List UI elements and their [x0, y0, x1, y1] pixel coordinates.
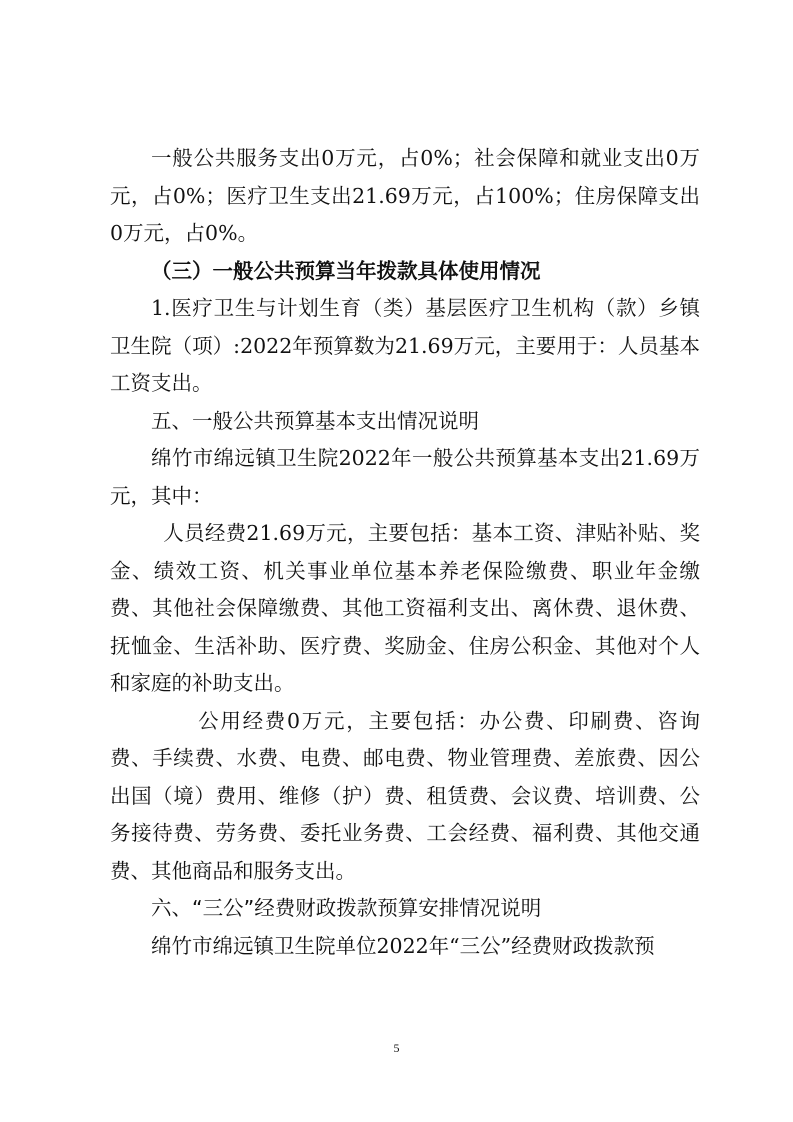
- heading-section-5: 五、一般公共预算基本支出情况说明: [151, 408, 479, 433]
- paragraph-item-1: 1.医疗卫生与计划生育（类）基层医疗卫生机构（款）乡镇卫生院（项）:2022年预算数为21.69万元，主要用于：人员基本工资支出。: [110, 296, 700, 395]
- paragraph-public-expenses: 公用经费0万元，主要包括：办公费、印刷费、咨询费、手续费、水费、电费、邮电费、物业管理费、差旅费、因公出国（境）费用、维修（护）费、租赁费、会议费、培训费、公务接待费、劳务费、委托业务费、工会经费、福利费、其他交通费、其他商品和服务支出。: [110, 708, 700, 883]
- paragraph-expenditure-breakdown: 一般公共服务支出0万元，占0%；社会保障和就业支出0万元，占0%；医疗卫生支出21.69万元，占100%；住房保障支出0万元，占0%。: [110, 146, 700, 245]
- body-text: [110, 140, 700, 965]
- paragraph-three-public: 绵竹市绵远镇卫生院单位2022年“三公”经费财政拨款预: [151, 933, 655, 958]
- page-number: 5: [393, 1041, 400, 1055]
- paragraph-basic-expenditure: 绵竹市绵远镇卫生院2022年一般公共预算基本支出21.69万元，其中：: [110, 446, 700, 508]
- heading-section-6: 六、“三公”经费财政拨款预算安排情况说明: [151, 896, 542, 920]
- heading-subsection-3: （三）一般公共预算当年拨款具体使用情况: [151, 258, 541, 283]
- paragraph-personnel-expenses: 人员经费21.69万元，主要包括：基本工资、津贴补贴、奖金、绩效工资、机关事业单位基本养老保险缴费、职业年金缴费、其他社会保障缴费、其他工资福利支出、离休费、退休费、抚恤金、生活补助、医疗费、奖励金、住房公积金、其他对个人和家庭的补助支出。: [110, 521, 700, 695]
